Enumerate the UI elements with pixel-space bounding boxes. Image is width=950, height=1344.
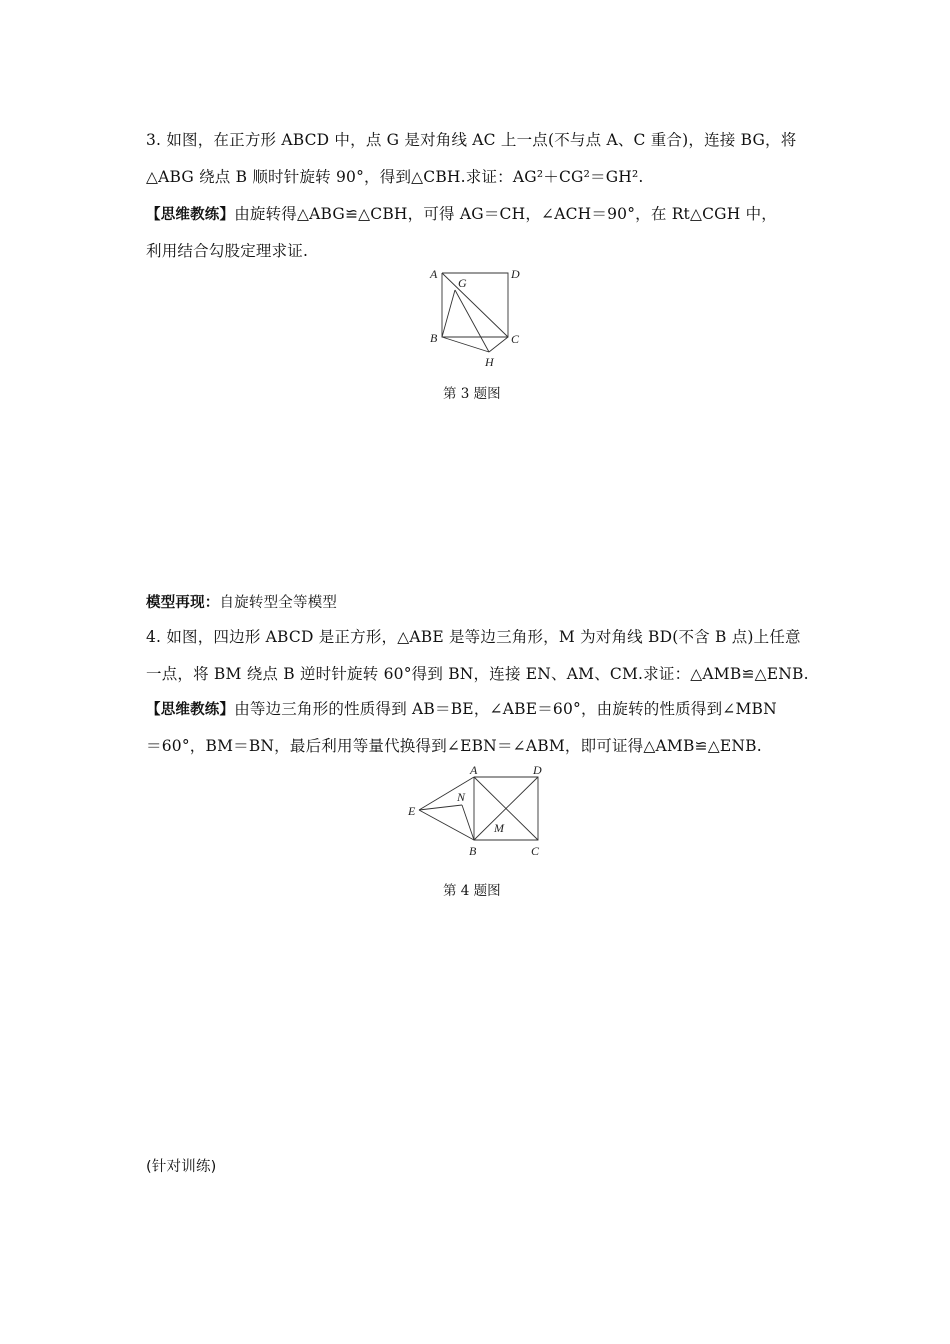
practice-heading: (针对训练) (146, 1159, 217, 1175)
problem4-statement-line2: 一点，将 BM 绕点 B 逆时针旋转 60°得到 BN，连接 EN、AM、CM.求证：△AMB≌△ENB. (146, 665, 809, 683)
model-label: 模型再现： (146, 595, 220, 611)
label-c: C (531, 844, 540, 858)
model-title: 自旋转型全等模型 (219, 595, 338, 611)
problem4-hint-line2: ＝60°，BM＝BN，最后利用等量代换得到∠EBN＝∠ABM，即可证得△AMB≌△ENB. (146, 737, 762, 755)
label-c: C (511, 332, 520, 346)
label-a: A (470, 763, 478, 777)
problem3-statement-line2: △ABG 绕点 B 顺时针旋转 90°，得到△CBH.求证：AG²＋CG²＝GH². (146, 168, 644, 186)
label-g: G (458, 276, 467, 290)
hint-label: 【思维教练】 (146, 702, 235, 718)
label-h: H (485, 355, 494, 369)
segment-ea (419, 777, 474, 810)
label-b: B (430, 331, 438, 345)
problem4-statement-line1: 4. 如图，四边形 ABCD 是正方形，△ABE 是等边三角形，M 为对角线 BD(不含 B 点)上任意 (146, 628, 801, 646)
label-d: D (511, 267, 520, 281)
figure4-caption: 第 4 题图 (443, 883, 501, 899)
label-d: D (533, 763, 542, 777)
hint-label: 【思维教练】 (146, 207, 235, 223)
problem3-statement-line1: 3. 如图，在正方形 ABCD 中，点 G 是对角线 AC 上一点(不与点 A、C 重合)，连接 BG，将 (146, 131, 797, 149)
label-b: B (469, 844, 477, 858)
hint-text: 由等边三角形的性质得到 AB＝BE，∠ABE＝60°，由旋转的性质得到∠MBN (234, 700, 777, 718)
label-a: A (430, 267, 438, 281)
problem3-hint-line2: 利用结合勾股定理求证. (146, 242, 309, 260)
figure3-caption: 第 3 题图 (443, 386, 501, 402)
segment-eb (419, 810, 474, 840)
label-n: N (457, 790, 466, 804)
hint-text: 由旋转得△ABG≌△CBH，可得 AG＝CH，∠ACH＝90°，在 Rt△CGH 中， (234, 205, 777, 223)
label-m: M (494, 821, 504, 835)
label-e: E (408, 804, 416, 818)
